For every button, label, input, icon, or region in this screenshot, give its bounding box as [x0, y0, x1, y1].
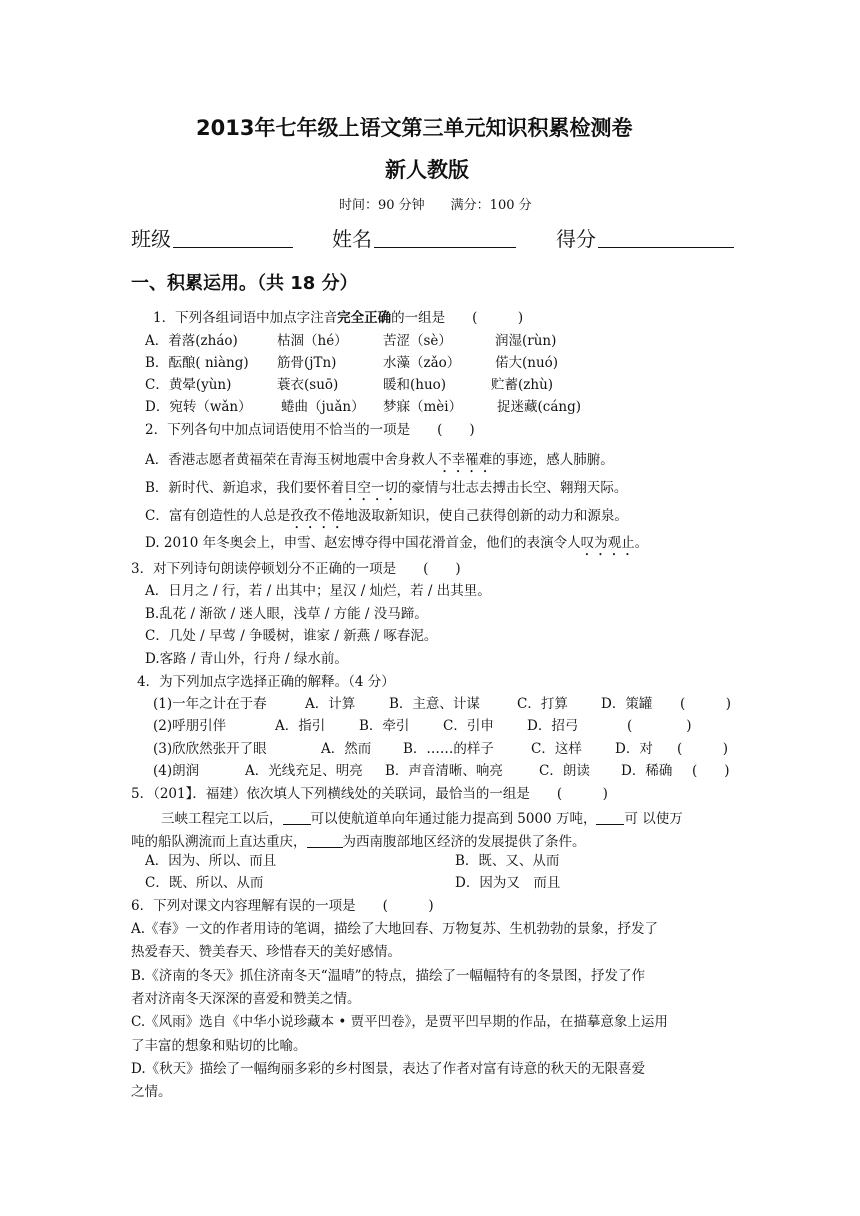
q4-item-1-opt-d: D．策罐 — [601, 696, 653, 712]
q6-option-c-line-2: 了丰富的想象和贴切的比喻。 — [131, 1038, 307, 1054]
q5-option-b: B．既、又、从而 — [455, 853, 560, 869]
score-label: 得分 — [556, 227, 596, 251]
q4-item-1: (1)一年之计在于春 — [153, 696, 267, 712]
q5-option-a: A．因为、所以、而且 — [145, 853, 277, 869]
name-blank[interactable] — [374, 229, 516, 248]
q1-option-c-3: 暖和(huo) — [383, 377, 447, 393]
q5-blank-3[interactable] — [307, 833, 343, 848]
q3-option-a: A．日月之 / 行，若 / 出其中；星汉 / 灿烂，若 / 出其里。 — [145, 583, 491, 599]
q2-option-c: C．富有创造性的人总是孜孜不倦地汲取新知识，使自己获得创新的动力和源泉。 — [145, 508, 628, 524]
q4-item-3-opt-b: B．……的样子 — [403, 741, 494, 757]
q6-option-d-line-1: D.《秋天》描绘了一幅绚丽多彩的乡村图景，表达了作者对富有诗意的秋天的无限喜爱 — [131, 1061, 646, 1077]
page-title: 2013年七年级上语文第三单元知识积累检测卷 — [196, 116, 633, 140]
q4-item-1-opt-a: A．计算 — [305, 696, 356, 712]
q4-item-4-answer[interactable]: ( ) — [692, 763, 730, 779]
q1-option-d-1: D．宛转（wǎn） — [145, 399, 252, 415]
q1-option-d-2: 蜷曲（juǎn） — [281, 399, 365, 415]
q6-option-b-line-1: B.《济南的冬天》抓住济南冬天“温晴”的特点，描绘了一幅幅特有的冬景图，抒发了作 — [131, 968, 646, 984]
class-blank[interactable] — [173, 229, 293, 248]
q4-item-4-opt-d: D．稀确 — [621, 763, 673, 779]
class-label: 班级 — [131, 227, 171, 251]
q4-item-4-opt-a: A．光线充足、明亮 — [245, 763, 363, 779]
q5-blank-1[interactable] — [283, 810, 311, 825]
q1-option-b-4: 偌大(nuó) — [495, 355, 559, 371]
q4-item-4-opt-b: B．声音清晰、响亮 — [385, 763, 503, 779]
q4-item-3-answer[interactable]: ( ) — [677, 741, 729, 757]
q6-option-d-line-2: 之情。 — [131, 1084, 172, 1100]
q1-option-c-1: C．黄晕(yùn) — [145, 377, 232, 393]
q1-option-b-3: 水藻（zǎo） — [383, 355, 461, 371]
q4-item-4: (4)朗润 — [153, 763, 200, 779]
q1-option-d-4: 捉迷藏(cáng) — [497, 399, 581, 415]
q1-option-c-2: 蓑衣(suō) — [277, 377, 339, 393]
q1-option-d-3: 梦寐（mèi） — [383, 399, 463, 415]
q2-option-b: B．新时代、新追求，我们要怀着目空一切的豪情与壮志去搏击长空、翱翔天际。 — [145, 480, 628, 496]
q3-option-d: D.客路 / 青山外，行舟 / 绿水前。 — [145, 651, 348, 667]
q1-option-b-1: B．酝酿( niàng) — [145, 355, 249, 371]
section-heading: 一、积累运用。（共 18 分） — [131, 273, 358, 294]
q5-option-c: C．既、所以、从而 — [145, 875, 264, 891]
question-6-stem: 6．下列对课文内容理解有误的一项是 ( ) — [131, 898, 434, 914]
question-3-stem: 3．对下列诗句朗读停顿划分不正确的一项是 ( ) — [131, 561, 461, 577]
q1-option-a-4: 润湿(rùn) — [495, 333, 557, 349]
q6-option-a-line-1: A.《春》一文的作者用诗的笔调，描绘了大地回春、万物复苏、生机勃勃的景象，抒发了 — [131, 921, 659, 937]
q6-option-a-line-2: 热爱春天、赞美春天、珍惜春天的美好感情。 — [131, 944, 401, 960]
q4-item-1-opt-b: B．主意、计谋 — [389, 696, 480, 712]
q5-passage-line-1: 三峡工程完工以后， 可以使航道单向年通过能力提高到 5000 万吨， 可 以使万 — [161, 811, 683, 827]
q4-item-3-opt-d: D．对 — [615, 741, 653, 757]
q4-item-2: (2)呼朋引伴 — [153, 718, 227, 734]
question-2-stem: 2．下列各句中加点词语使用不恰当的一项是 ( ) — [145, 422, 475, 438]
q4-item-2-opt-c: C．引申 — [443, 718, 494, 734]
score-blank[interactable] — [598, 229, 734, 248]
q1-option-c-4: 贮蓄(zhù) — [491, 377, 554, 393]
q6-option-b-line-2: 者对济南冬天深深的喜爱和赞美之情。 — [131, 991, 361, 1007]
page-subtitle: 新人教版 — [385, 158, 469, 182]
q4-item-3-opt-a: A．然而 — [321, 741, 372, 757]
q1-option-a-1: A．着落(zháo) — [145, 333, 238, 349]
q4-item-3-opt-c: C．这样 — [531, 741, 582, 757]
question-4-stem: 4．为下列加点字选择正确的解释。（4 分） — [137, 674, 395, 690]
q1-option-a-2: 枯涸（hé） — [277, 333, 348, 349]
q4-item-4-opt-c: C．朗读 — [539, 763, 590, 779]
q4-item-1-answer[interactable]: ( ) — [680, 696, 732, 712]
q2-option-d: D. 2010 年冬奥会上，申雪、赵宏博夺得中国花滑首金，他们的表演令人叹为观止。 — [145, 535, 649, 551]
q6-option-c-line-1: C.《风雨》选自《中华小说珍藏本 • 贾平凹卷》，是贾平凹早期的作品，在描摹意象上运用 — [131, 1014, 668, 1030]
question-1-stem: 1．下列各组词语中加点字注音完全正确的一组是 ( ) — [153, 310, 524, 326]
q4-item-1-opt-c: C．打算 — [517, 696, 568, 712]
q4-item-2-opt-b: B．牵引 — [359, 718, 410, 734]
q4-item-2-answer[interactable]: ( ) — [627, 718, 692, 734]
name-field[interactable] — [332, 229, 516, 249]
question-5-stem: 5．（201】．福建）依次填人下列横线处的关联词，最恰当的一组是 ( ) — [131, 786, 608, 802]
q4-item-2-opt-d: D．招弓 — [527, 718, 579, 734]
q2-option-a: A．香港志愿者黄福荣在青海玉树地震中舍身救人不幸罹难的事迹，感人肺腑。 — [145, 452, 614, 468]
q4-item-3: (3)欣欣然张开了眼 — [153, 741, 267, 757]
q5-passage-line-2: 吨的船队溯流而上直达重庆， 为西南腹部地区经济的发展提供了条件。 — [131, 834, 586, 850]
score-field[interactable] — [556, 229, 734, 249]
q1-option-a-3: 苦涩（sè） — [383, 333, 452, 349]
q5-blank-2[interactable] — [596, 810, 624, 825]
exam-meta: 时间：90 分钟 满分：100 分 — [339, 198, 532, 213]
q3-option-c: C．几处 / 早莺 / 争暖树，谁家 / 新燕 / 啄春泥。 — [145, 628, 438, 644]
class-field[interactable] — [131, 229, 293, 249]
q5-option-d: D．因为又 而且 — [455, 875, 561, 891]
q4-item-2-opt-a: A．指引 — [275, 718, 326, 734]
q1-option-b-2: 筋骨(jTn) — [277, 355, 337, 371]
name-label: 姓名 — [332, 227, 372, 251]
q3-option-b: B.乱花 / 渐欲 / 迷人眼，浅草 / 方能 / 没马蹄。 — [145, 606, 428, 622]
